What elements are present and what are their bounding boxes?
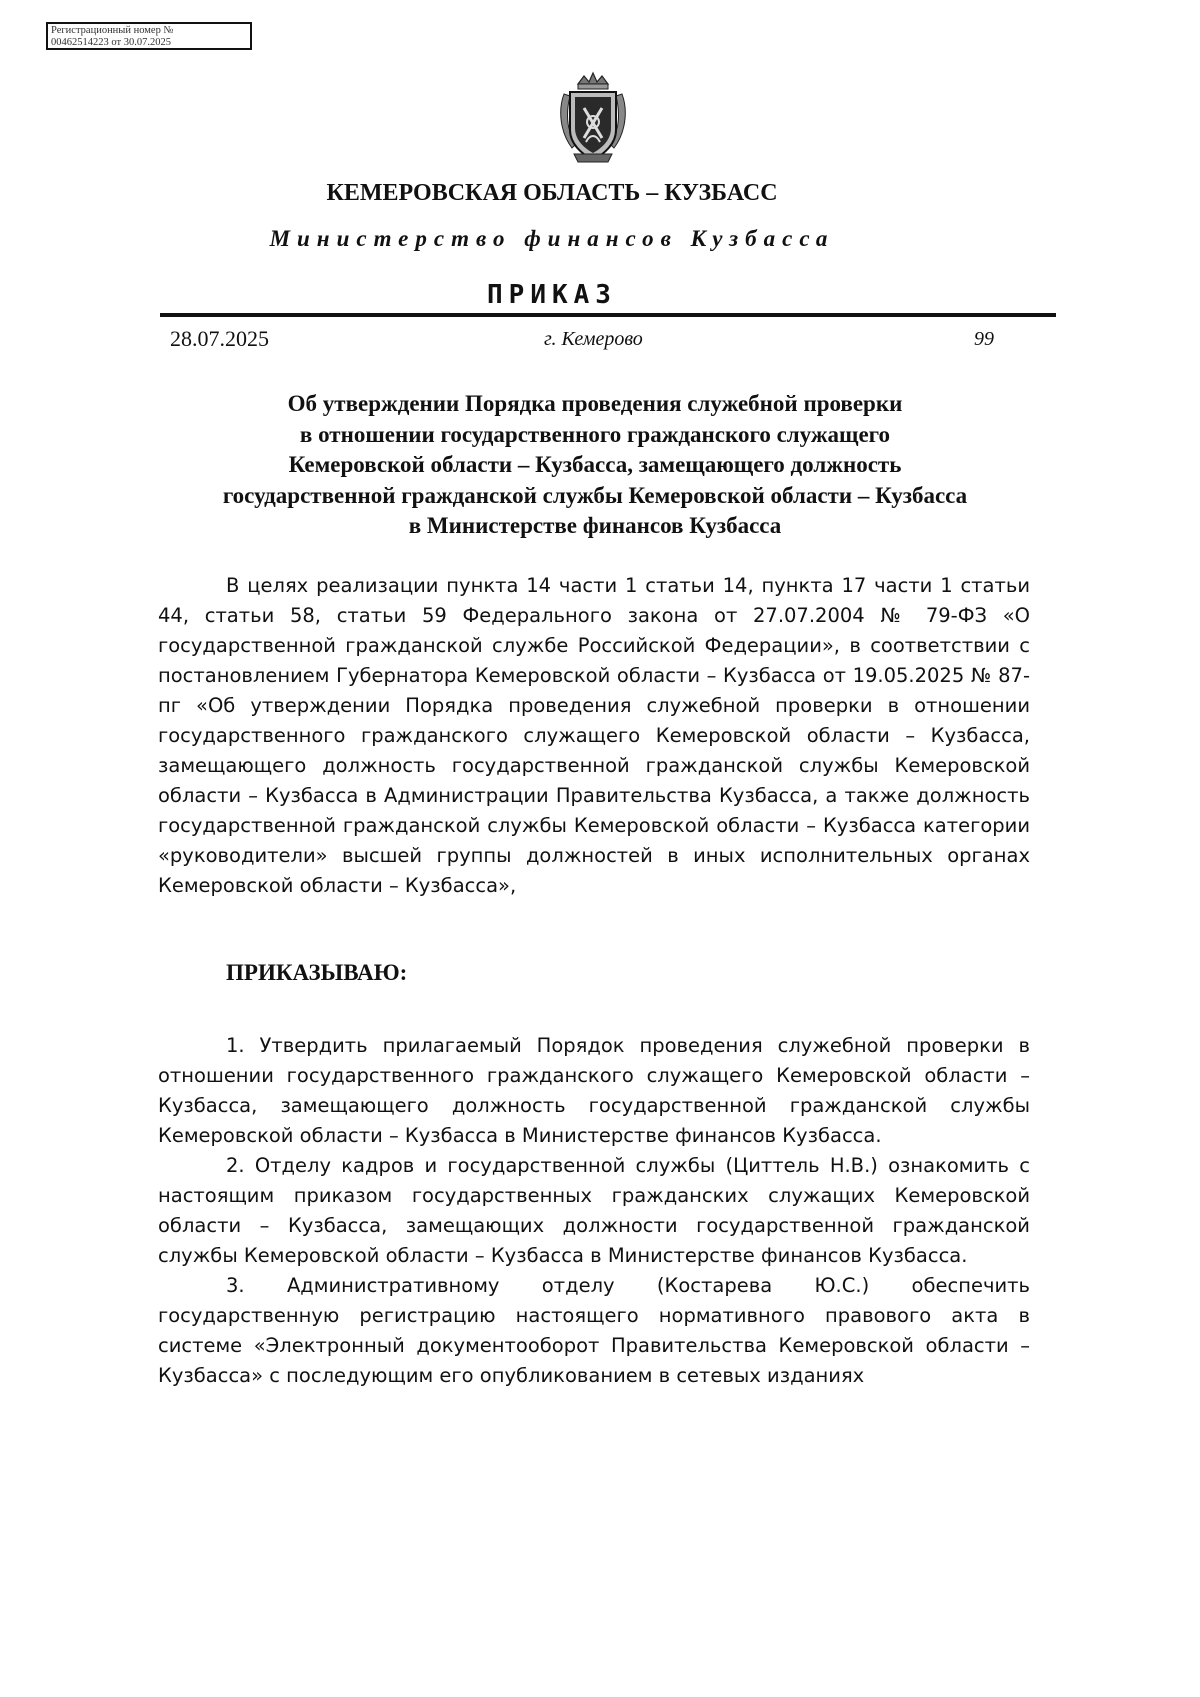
document-city: г. Кемерово xyxy=(544,328,643,350)
document-type: ПРИКАЗ xyxy=(487,280,617,310)
registration-number: 00462514223 от 30.07.2025 xyxy=(51,37,171,48)
preamble-paragraph: В целях реализации пункта 14 части 1 статьи 14, пункта 17 части 1 статьи 44, статьи 58, статьи 59 Федерального закона от 27.07.2004 № 79-ФЗ «О государственной гражданской службе Российской Федерации», в соответствии с постановлением Губернатора Кемеровской области – Кузбасса от 19.05.2025 № 87-пг «Об утверждении Порядка проведения служебной проверки в отношении государственного гражданского служащего Кемеровской области – Кузбасса, замещающего должность государственной гражданской службы Кемеровской области – Кузбасса в Администрации Правительства Кузбасса, а также должность государственной гражданской службы Кемеровской области – Кузбасса категории «руководители» высшей группы должностей в иных исполнительных органах Кемеровской области – Кузбасса», xyxy=(158,574,1030,897)
header-divider xyxy=(160,313,1056,317)
order-item: 1. Утвердить прилагаемый Порядок проведения служебной проверки в отношении государственного гражданского служащего Кемеровской области – Кузбасса, замещающего должность государственной гражданской службы Кемеровской области – Кузбасса в Министерстве финансов Кузбасса. xyxy=(158,1034,1030,1147)
title-line: Об утверждении Порядка проведения служебной проверки xyxy=(287,391,903,416)
kuzbass-coat-of-arms-icon xyxy=(556,70,630,166)
title-line: в Министерстве финансов Кузбасса xyxy=(408,513,782,538)
title-line: государственной гражданской службы Кемеровской области – Кузбасса xyxy=(222,482,968,508)
registration-stamp xyxy=(46,22,252,50)
title-line: Кемеровской области – Кузбасса, замещающего должность xyxy=(288,452,902,477)
document-number: 99 xyxy=(974,328,994,350)
registration-label: Регистрационный номер № xyxy=(51,25,174,36)
decree-word: ПРИКАЗЫВАЮ: xyxy=(226,960,408,985)
title-line: в отношении государственного гражданского служащего xyxy=(299,421,891,447)
region-heading: КЕМЕРОВСКАЯ ОБЛАСТЬ – КУЗБАСС xyxy=(326,180,778,206)
preamble-block xyxy=(158,571,1030,901)
document-date: 28.07.2025 xyxy=(170,326,269,351)
ministry-name: Министерство финансов Кузбасса xyxy=(269,226,835,251)
order-item: 3. Административному отделу (Костарева Ю.С.) обеспечить государственную регистрацию настоящего нормативного правового акта в системе «Электронный документооборот Правительства Кемеровской области – Кузбасса» с последующим его опубликованием в сетевых изданиях xyxy=(158,1274,1030,1387)
order-items xyxy=(158,1031,1030,1391)
document-title xyxy=(150,389,1040,542)
order-item: 2. Отделу кадров и государственной службы (Циттель Н.В.) ознакомить с настоящим приказом государственных гражданских служащих Кемеровской области – Кузбасса, замещающих должности государственной гражданской службы Кемеровской области – Кузбасса в Министерстве финансов Кузбасса. xyxy=(158,1154,1030,1267)
